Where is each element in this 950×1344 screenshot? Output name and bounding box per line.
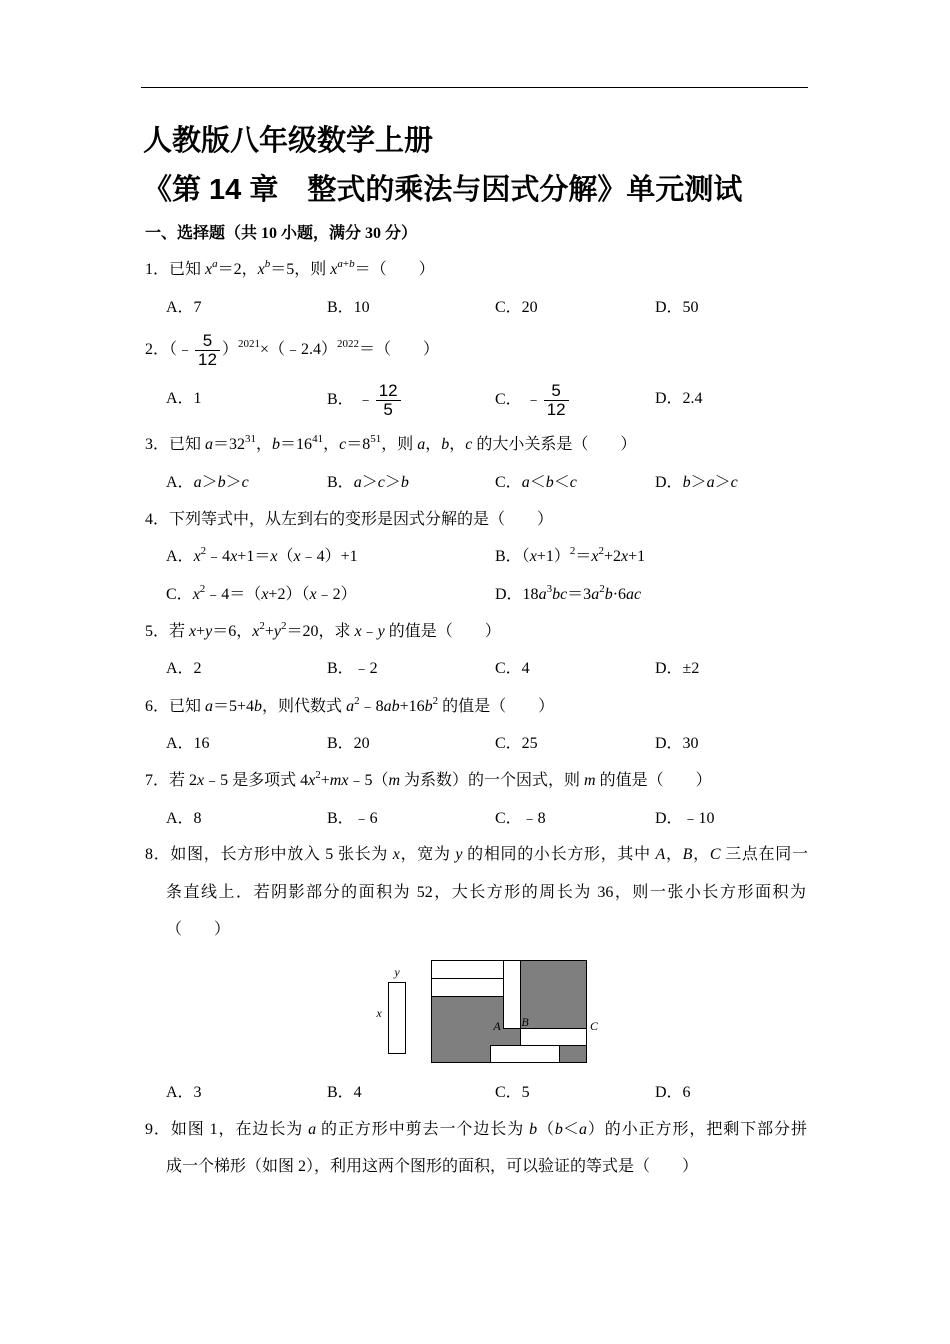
question-5-option-c [495, 659, 530, 679]
text-run: + [196, 623, 206, 640]
text-run: 的相同的小长方形，其中 [462, 846, 656, 863]
math-variable: b [217, 474, 226, 491]
text-run: C．20 [495, 299, 538, 316]
math-variable: x [354, 623, 362, 640]
question-8-option-d [655, 1083, 691, 1103]
math-variable: x [330, 261, 338, 278]
text-run: ＝ [575, 548, 592, 565]
text-run: +1） [536, 548, 570, 565]
text-run: 5．若 [145, 623, 190, 640]
text-run: +1＝ [237, 548, 271, 565]
text-run: ×（﹣2.4） [259, 341, 337, 359]
text-run: 4．下列等式中，从左到右的变形是因式分解的是（ ） [145, 511, 554, 528]
text-run: ＞ [361, 474, 378, 491]
superscript: 2 [199, 583, 206, 595]
question-3-stem [145, 435, 636, 456]
question-1-option-d [655, 298, 699, 318]
question-4-option-b [495, 547, 645, 568]
question-1-stem [145, 260, 435, 281]
math-variable: B [682, 846, 693, 863]
superscript: 31 [245, 433, 257, 445]
question-6-stem [145, 697, 554, 718]
text-run: ＞ [714, 474, 731, 491]
fraction-denominator: 5 [376, 400, 401, 419]
question-7-option-d [655, 809, 715, 829]
question-1-option-b [327, 298, 370, 318]
question-8-figure [360, 950, 610, 1070]
question-7-option-b [327, 809, 378, 829]
text-run: ﹣5（ [348, 772, 389, 789]
math-variable: x [392, 846, 400, 863]
question-3-option-a [166, 473, 249, 493]
question-8-stem-line-3 [166, 920, 230, 940]
text-run: B．10 [327, 299, 370, 316]
math-variable: x [620, 548, 629, 565]
fraction-denominator: 12 [195, 350, 220, 369]
text-run: C．25 [495, 735, 538, 752]
question-6-option-a [166, 734, 210, 754]
text-run: 6．已知 [145, 698, 206, 715]
text-run: ＞ [201, 474, 218, 491]
fraction-denominator: 12 [544, 400, 569, 419]
question-8-option-b [327, 1083, 362, 1103]
text-run: ， [665, 846, 683, 863]
text-run: D． [655, 474, 683, 491]
text-run: ， [323, 436, 340, 453]
superscript: 51 [370, 433, 382, 445]
question-2-option-d [655, 389, 703, 409]
text-run: +2 [603, 548, 621, 565]
text-run: （ [537, 1121, 555, 1138]
superscript: 2 [569, 545, 576, 557]
superscript: 2 [354, 695, 360, 707]
text-run: （ [277, 548, 294, 565]
superscript-variable: b [264, 258, 271, 270]
math-variable: x [197, 772, 205, 789]
question-4-option-d [495, 585, 641, 606]
question-9-stem-line-2 [166, 1157, 698, 1177]
math-variable: x [205, 261, 213, 278]
text-run: 的值是（ ） [384, 623, 501, 640]
question-4-option-a [166, 547, 358, 568]
text-run: ＜ [553, 474, 570, 491]
math-variable: a [417, 436, 426, 453]
math-variable: x [261, 586, 269, 603]
text-run: D．2.4 [655, 390, 703, 407]
text-run: ， [425, 436, 442, 453]
superscript: 2 [259, 620, 265, 632]
text-run: D．18 [495, 586, 539, 603]
math-variable: c [377, 474, 385, 491]
question-8-stem-line-1 [145, 845, 808, 865]
text-run: ＝2， [217, 261, 258, 278]
text-run: C．4 [495, 660, 530, 677]
question-1-option-a [166, 298, 202, 318]
math-variable: b [529, 1121, 538, 1138]
superscript-variable: b [349, 258, 355, 270]
question-5-stem [145, 622, 501, 643]
superscript: 2 [315, 769, 321, 781]
math-variable: m [584, 772, 596, 789]
superscript: 2 [281, 620, 287, 632]
math-variable: c [339, 436, 347, 453]
text-run: D．6 [655, 1084, 691, 1101]
math-variable: y [455, 846, 463, 863]
text-run: 7．若 2 [145, 772, 198, 789]
text-run: 9．如图 1，在边长为 [145, 1121, 309, 1138]
superscript: 3 [546, 583, 553, 595]
fraction [195, 332, 220, 369]
section-heading: 一、选择题（共 10 小题，满分 30 分） [145, 225, 418, 242]
superscript: 2 [432, 695, 439, 707]
question-3-option-b [327, 473, 409, 493]
math-variable: c [241, 474, 249, 491]
text-run: C．﹣8 [495, 810, 546, 827]
math-variable: ab [383, 698, 400, 715]
text-run: ＝20，求 [286, 623, 355, 640]
superscript: 2 [200, 545, 207, 557]
point-a-label: A [493, 1019, 501, 1033]
math-variable: A [655, 846, 666, 863]
question-8-stem-line-2 [166, 883, 806, 903]
superscript: 2 [598, 545, 604, 557]
small-rectangle-5 [491, 1046, 560, 1063]
title-line-1: 人教版八年级数学上册 [143, 125, 434, 157]
text-run: ·6 [612, 586, 627, 603]
question-6-option-d [655, 734, 699, 754]
text-run: B． [327, 474, 354, 491]
text-run: ＞ [225, 474, 242, 491]
question-8-option-c [495, 1083, 530, 1103]
question-2-option-c [495, 382, 571, 419]
math-variable: x [230, 548, 238, 565]
question-4-stem [145, 510, 553, 530]
text-run: + [320, 772, 330, 789]
text-run: ﹣5 是多项式 4 [204, 772, 309, 789]
text-run: ＝16 [280, 436, 313, 453]
math-variable: mx [329, 772, 349, 789]
small-rectangle-2 [432, 979, 504, 997]
superscript: 2022 [336, 338, 359, 351]
question-7-option-c [495, 809, 546, 829]
superscript-variable: a [337, 258, 343, 270]
text-run: ﹣2） [316, 586, 357, 603]
small-rectangle-4 [521, 1029, 587, 1046]
text-run: D．30 [655, 735, 699, 752]
fraction-numerator: 5 [551, 381, 561, 400]
text-run: ＞ [384, 474, 401, 491]
text-run: A．2 [166, 660, 202, 677]
text-run: +16 [399, 698, 425, 715]
math-variable: x [591, 548, 599, 565]
text-run: B．4 [327, 1084, 362, 1101]
text-run: 条直线上．若阴影部分的面积为 52，大长方形的周长为 36，则一张小长方形面积为 [166, 884, 806, 901]
text-run: A． [166, 474, 194, 491]
text-run: ＝6， [212, 623, 253, 640]
question-7-stem [145, 771, 712, 792]
math-variable: a [308, 1121, 317, 1138]
text-run: ＝3 [567, 586, 592, 603]
math-variable: a [521, 474, 530, 491]
text-run: B． ﹣ [327, 391, 374, 409]
math-variable: a [591, 586, 600, 603]
question-6-option-b [327, 734, 370, 754]
superscript: + [342, 258, 350, 270]
text-run: D．±2 [655, 660, 700, 677]
text-run: B．﹣6 [327, 810, 378, 827]
text-run: ，则 [381, 436, 418, 453]
math-variable: b [545, 474, 554, 491]
text-run: 的值是（ ） [438, 698, 555, 715]
math-variable: x [192, 586, 200, 603]
text-run: B．（ [495, 548, 530, 565]
math-variable: a [706, 474, 715, 491]
math-variable: a [578, 1121, 587, 1138]
question-5-option-b [327, 659, 378, 679]
legend-length-label: x [376, 1006, 382, 1020]
question-4-option-c [166, 585, 357, 606]
text-run: B．20 [327, 735, 370, 752]
text-run: ＝32 [213, 436, 246, 453]
math-variable: m [388, 772, 401, 789]
math-variable: b [441, 436, 450, 453]
math-variable: b [424, 698, 433, 715]
text-run: 8．如图，长方形中放入 5 张长为 [145, 846, 393, 863]
text-run: A．8 [166, 810, 202, 827]
text-run: ，宽为 [399, 846, 456, 863]
legend-width-label: y [394, 965, 400, 979]
question-1-option-c [495, 298, 538, 318]
math-variable: a [353, 474, 362, 491]
text-run: C．5 [495, 1084, 530, 1101]
point-c-label: C [589, 1019, 599, 1033]
small-rectangle-1 [432, 961, 504, 979]
text-run: 的大小关系是（ ） [472, 436, 637, 453]
math-variable: b [272, 436, 281, 453]
text-run: C． [166, 586, 193, 603]
question-8-option-a [166, 1083, 202, 1103]
text-run: C． ﹣ [495, 391, 542, 409]
text-run: ＝5，则 [270, 261, 331, 278]
text-run: A．7 [166, 299, 202, 316]
text-run: 2．（﹣ [145, 341, 194, 359]
text-run: ＞ [690, 474, 707, 491]
math-variable: b [400, 474, 409, 491]
math-variable: bc [552, 586, 568, 603]
text-run: ，则代数式 [262, 698, 347, 715]
small-rectangle-3 [504, 961, 521, 1029]
text-run: ＜ [562, 1121, 579, 1138]
math-variable: x [293, 548, 301, 565]
question-9-stem-line-1 [145, 1120, 807, 1140]
text-run: ， [449, 436, 466, 453]
text-run: C． [495, 474, 522, 491]
question-5-option-d [655, 659, 699, 679]
text-run: ＝8 [346, 436, 371, 453]
text-run: 3．已知 [145, 436, 206, 453]
small-rectangle-legend [389, 983, 406, 1054]
math-variable: x [189, 623, 197, 640]
text-run: + [264, 623, 274, 640]
text-run: ＜ [529, 474, 546, 491]
title-line-2: 《第 14 章 整式的乘法与因式分解》单元测试 [143, 174, 743, 206]
text-run: ﹣4）+1 [300, 548, 358, 565]
superscript-variable: a [212, 258, 218, 270]
math-variable: b [254, 698, 263, 715]
math-variable: y [205, 623, 213, 640]
text-run: 成一个梯形（如图 2），利用这两个图形的面积，可以验证的等式是（ ） [166, 1158, 699, 1175]
text-run: ﹣4 [206, 548, 231, 565]
fraction [376, 382, 401, 419]
text-run: 的正方形中剪去一个边长为 [316, 1121, 530, 1138]
text-run: B．﹣2 [327, 660, 378, 677]
text-run: A． [166, 548, 194, 565]
question-2-option-a [166, 389, 202, 409]
math-variable: a [538, 586, 547, 603]
text-run: ， [692, 846, 710, 863]
math-variable: y [377, 623, 385, 640]
text-run: A．1 [166, 390, 202, 407]
math-variable: b [682, 474, 691, 491]
math-variable: y [273, 623, 282, 640]
text-run: A．3 [166, 1084, 202, 1101]
math-variable: x [529, 548, 537, 565]
math-variable: C [709, 846, 721, 863]
question-3-option-d [655, 473, 738, 493]
text-run: ＝（ ） [358, 341, 439, 359]
text-run: ﹣ [361, 623, 378, 640]
text-run: 三点在同一 [720, 846, 808, 863]
question-2-option-b [327, 382, 403, 419]
text-run: ）的小正方形，把剩下部分拼 [586, 1121, 807, 1138]
question-3-option-c [495, 473, 577, 493]
question-5-option-a [166, 659, 202, 679]
math-variable: x [309, 586, 317, 603]
text-run: ＝5+4 [213, 698, 255, 715]
text-run: +1 [628, 548, 646, 565]
text-run: ） [221, 341, 238, 359]
text-run: （ ） [166, 921, 231, 938]
question-2-stem [145, 332, 439, 369]
math-variable: a [205, 436, 214, 453]
superscript: 2021 [237, 338, 260, 351]
point-b-label: B [521, 1015, 529, 1029]
superscript: 2 [599, 583, 605, 595]
text-run: 1．已知 [145, 261, 206, 278]
fraction [544, 382, 569, 419]
text-run: ＝（ ） [354, 261, 435, 278]
text-run: +2）（ [268, 586, 310, 603]
math-variable: x [308, 772, 316, 789]
header-rule [141, 87, 808, 88]
math-variable: a [193, 474, 202, 491]
text-run: ﹣8 [359, 698, 384, 715]
text-run: D．﹣10 [655, 810, 715, 827]
text-run: 为系数）的一个因式，则 [400, 772, 585, 789]
math-variable: c [465, 436, 473, 453]
text-run: ﹣4＝（ [205, 586, 262, 603]
math-variable: a [346, 698, 355, 715]
text-run: A．16 [166, 735, 210, 752]
math-variable: ac [626, 586, 642, 603]
fraction-numerator: 12 [378, 381, 398, 400]
question-6-option-c [495, 734, 538, 754]
text-run: ， [256, 436, 273, 453]
math-variable: c [730, 474, 738, 491]
superscript: 41 [312, 433, 324, 445]
math-variable: x [252, 623, 260, 640]
text-run: D．50 [655, 299, 699, 316]
math-variable: a [205, 698, 214, 715]
fraction-numerator: 5 [202, 331, 213, 350]
text-run: 的值是（ ） [595, 772, 712, 789]
math-variable: x [193, 548, 201, 565]
math-variable: b [554, 1121, 563, 1138]
math-variable: c [569, 474, 577, 491]
question-7-option-a [166, 809, 202, 829]
math-variable: x [270, 548, 278, 565]
math-variable: b [604, 586, 613, 603]
math-variable: x [257, 261, 265, 278]
